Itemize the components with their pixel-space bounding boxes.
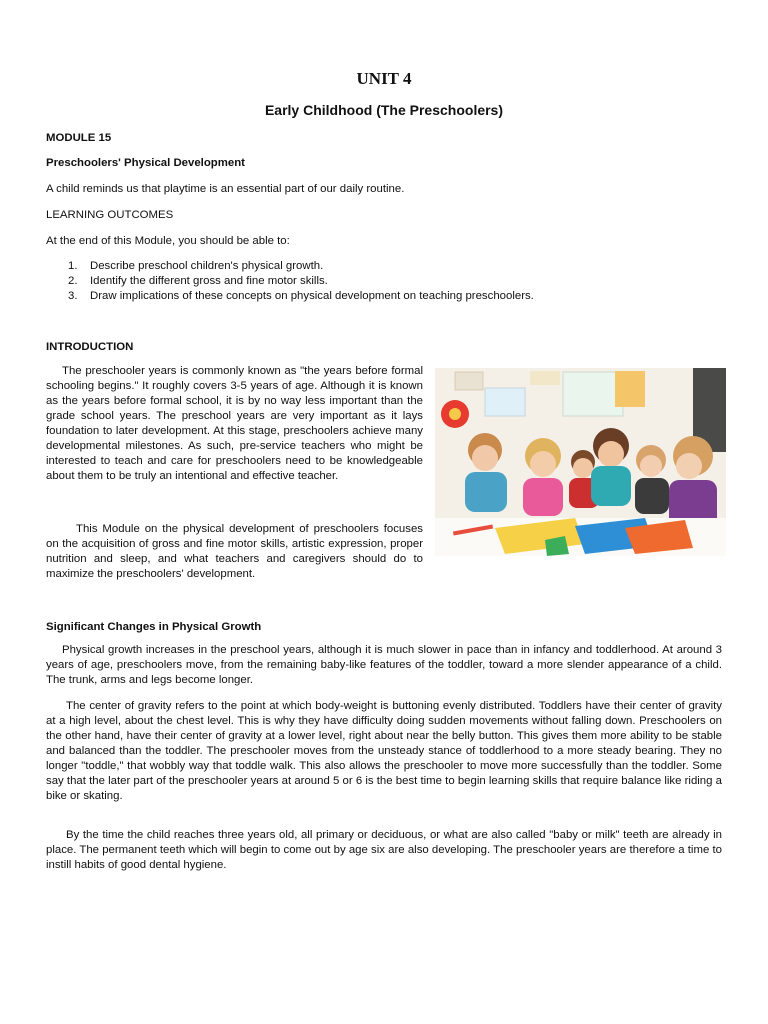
- outcomes-heading: LEARNING OUTCOMES: [46, 209, 174, 221]
- outcome-item: [46, 289, 726, 304]
- introduction-heading: INTRODUCTION: [46, 341, 134, 353]
- tagline: A child reminds us that playtime is an essential part of our daily routine.: [46, 183, 405, 195]
- unit-subtitle: Early Childhood (The Preschoolers): [264, 102, 504, 118]
- module-title: Preschoolers' Physical Development: [46, 157, 245, 169]
- outcome-item: [46, 259, 726, 274]
- section-paragraph-3: By the time the child reaches three years old, all primary or deciduous, or what are also called "baby or milk" teeth are already in place. The permanent teeth which will begin to come out by age six are also developing. The preschooler years are therefore a time to instill habits of good dental hygiene.: [46, 829, 722, 871]
- intro-paragraph-2: This Module on the physical development of preschoolers focuses on the acquisition of gross and fine motor skills, artistic expression, proper nutrition and sleep, and what teachers and caregivers should do to maximize the preschoolers' development.: [46, 523, 423, 580]
- outcome-text: Identify the different gross and fine motor skills.: [90, 275, 328, 287]
- children-drawing-illustration: [435, 368, 726, 556]
- module-label: MODULE 15: [46, 132, 112, 144]
- outcomes-list: [46, 259, 726, 304]
- outcome-item: [46, 274, 726, 289]
- outcome-number: 1.: [68, 260, 78, 272]
- section-paragraph-2: The center of gravity refers to the point at which body-weight is buttoning evenly distributed. Toddlers have their center of gravity at a high level, about the chest level. This is why they have difficulty doing sudden movements without falling down. Preschoolers on the other hand, have their center of gravity at a lower level, right about near the belly button. This gives them more ability to be stable and balanced than the toddler. The preschooler moves from the unsteady stance of toddlerhood to a more steady bearing. They no longer "toddle," that wobbly way that toddle walk. This also allows the preschooler to move more successfully than the toddler. Some say that the later part of the preschooler years at around 5 or 6 is the best time to begin learning skills that require balance like riding a bike or skating.: [46, 700, 722, 802]
- outcomes-intro: At the end of this Module, you should be able to:: [46, 235, 290, 247]
- preschoolers-photo: [435, 368, 726, 556]
- intro-paragraph-1: The preschooler years is commonly known as "the years before formal schooling begins." It roughly covers 3-5 years of age. Although it is known as the years before formal school, it is by no way less important than the grade school years. The preschool years are very important as it lays foundation to later development. At this stage, preschoolers achieve many developmental milestones. As such, pre-service teachers who might be interested to teach and care for preschoolers need to be knowledgeable about them to be truly an intentional and effective teacher.: [46, 365, 423, 482]
- outcome-text: Describe preschool children's physical growth.: [90, 260, 324, 272]
- unit-title: UNIT 4: [356, 69, 412, 88]
- outcome-number: 2.: [68, 275, 78, 287]
- outcome-number: 3.: [68, 290, 78, 302]
- outcome-text: Draw implications of these concepts on physical development on teaching preschoolers.: [90, 290, 534, 302]
- section-paragraph-1: Physical growth increases in the preschool years, although it is much slower in pace than in infancy and toddlerhood. At around 3 years of age, preschoolers move, from the remaining baby-like features of the toddler, toward a more slender appearance of a child. The trunk, arms and legs become longer.: [46, 644, 722, 686]
- section-heading: Significant Changes in Physical Growth: [46, 621, 262, 633]
